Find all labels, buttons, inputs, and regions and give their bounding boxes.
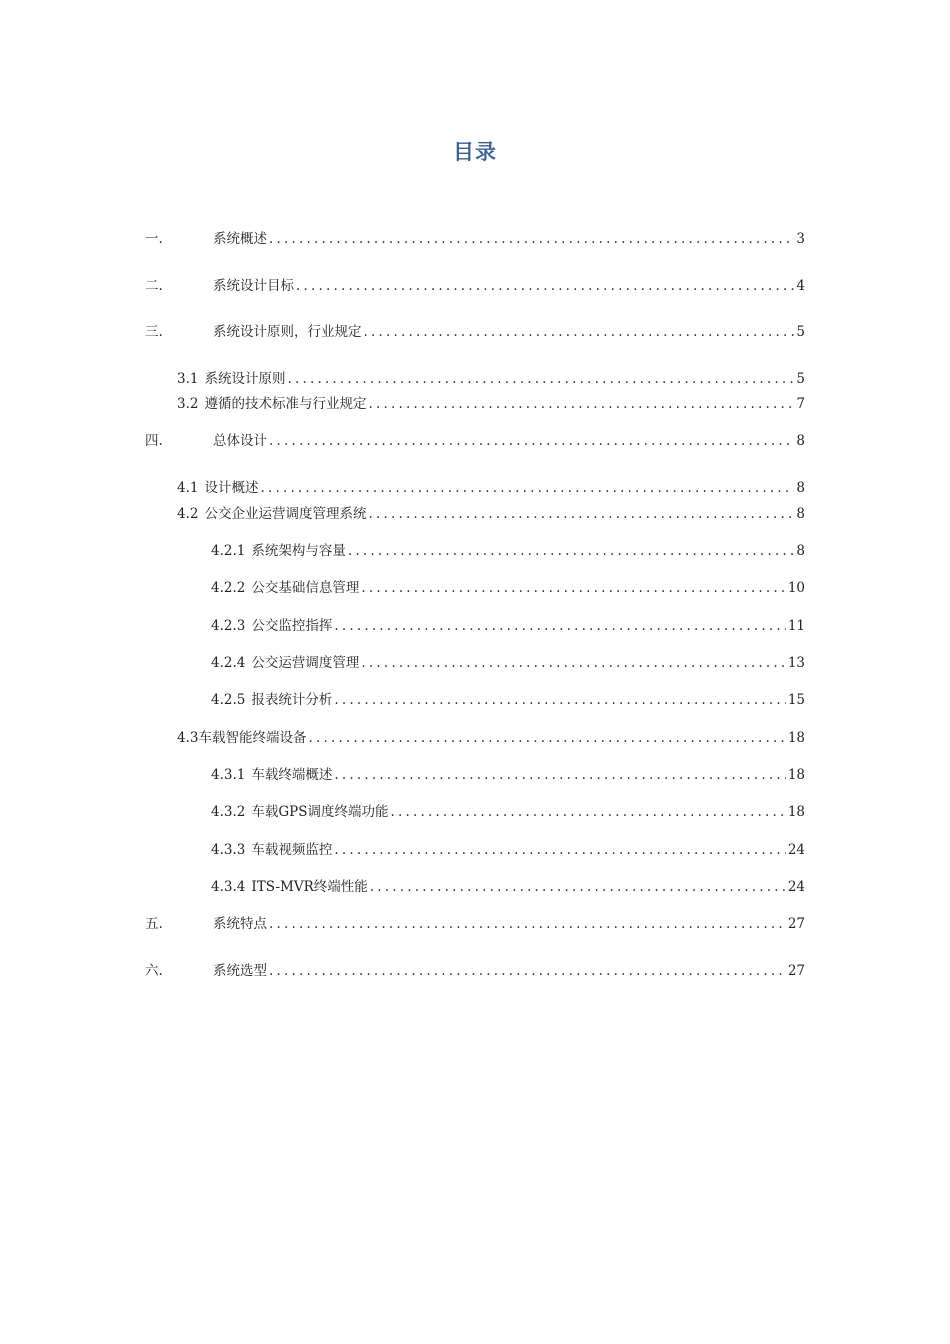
toc-entry-number: 三.	[145, 324, 163, 340]
toc-entry-text: 公交运营调度管理	[251, 655, 360, 671]
toc-entry-number: 4.2.4	[211, 655, 246, 671]
toc-entry-page: 24	[787, 879, 805, 895]
toc-entry[interactable]	[211, 690, 805, 710]
toc-entry-number: 二.	[145, 278, 163, 294]
toc-entry-text: 遵循的技术标准与行业规定	[204, 396, 367, 412]
toc-entry[interactable]	[177, 728, 805, 748]
toc-dot-leader	[334, 616, 785, 636]
toc-dot-leader	[370, 877, 786, 897]
toc-dot-leader	[368, 504, 794, 524]
toc-entry-text: 公交基础信息管理	[251, 580, 360, 596]
toc-entry-page: 3	[796, 231, 805, 247]
toc-entry-page: 8	[796, 480, 805, 496]
toc-entry-text: 系统概述	[213, 231, 267, 247]
toc-entry[interactable]	[145, 431, 805, 451]
toc-entry-number: 4.3.2	[211, 804, 246, 820]
toc-entry-page: 13	[787, 655, 805, 671]
toc-entry-text: 设计概述	[204, 480, 259, 496]
toc-title: 目录	[453, 140, 497, 164]
toc-entry[interactable]	[177, 394, 805, 414]
toc-entry[interactable]	[211, 541, 805, 561]
toc-dot-leader	[390, 802, 785, 822]
toc-entry[interactable]	[145, 276, 805, 296]
toc-entry-page: 10	[787, 580, 805, 596]
toc-entry-page: 18	[787, 767, 805, 783]
toc-entry-page: 18	[787, 804, 805, 820]
toc-entry-text: 系统架构与容量	[251, 543, 346, 559]
toc-dot-leader	[269, 431, 794, 451]
toc-dot-leader	[334, 840, 785, 860]
toc-entry-text: ITS-MVR终端性能	[251, 879, 368, 895]
toc-entry-number: 4.2	[177, 506, 199, 522]
toc-entry-text: 系统设计原则	[204, 371, 286, 387]
toc-dot-leader	[348, 541, 795, 561]
toc-entry-page: 5	[796, 324, 805, 340]
toc-entry-number: 3.1	[177, 371, 199, 387]
toc-dot-leader	[364, 322, 795, 342]
toc-entry-text: 车载终端概述	[251, 767, 333, 783]
toc-entry-page: 5	[796, 371, 805, 387]
toc-entry-page: 15	[787, 692, 805, 708]
toc-entry-text: 公交企业运营调度管理系统	[204, 506, 367, 522]
toc-dot-leader	[296, 276, 794, 296]
toc-entry[interactable]	[177, 478, 805, 498]
toc-entry[interactable]	[211, 877, 805, 897]
toc-entry[interactable]	[145, 229, 805, 249]
toc-entry-number: 4.3.1	[211, 767, 246, 783]
toc-dot-leader	[334, 765, 785, 785]
toc-entry[interactable]	[211, 802, 805, 822]
toc-entry-page: 8	[796, 433, 805, 449]
toc-entry-text: 公交监控指挥	[251, 618, 333, 634]
toc-entry[interactable]	[211, 840, 805, 860]
toc-entry-number: 一.	[145, 231, 163, 247]
toc-entry-number: 4.3.3	[211, 842, 246, 858]
toc-entry-number: 4.2.1	[211, 543, 246, 559]
toc-entry-number: 六.	[145, 963, 163, 979]
toc-entry-text: 系统设计目标	[213, 278, 294, 294]
toc-dot-leader	[368, 394, 794, 414]
toc-entry-number: 3.2	[177, 396, 199, 412]
toc-dot-leader	[269, 229, 794, 249]
toc-entry-page: 8	[796, 543, 805, 559]
toc-entry-page: 7	[796, 396, 805, 412]
toc-entry-text: 系统特点	[213, 916, 267, 932]
toc-entry[interactable]	[145, 322, 805, 342]
toc-dot-leader	[308, 728, 785, 748]
toc-entry-page: 27	[787, 963, 805, 979]
toc-entry-page: 18	[787, 730, 805, 746]
toc-entry-number: 4.3.4	[211, 879, 246, 895]
toc-dot-leader	[361, 653, 785, 673]
toc-entry-number: 五.	[145, 916, 163, 932]
toc-entry-page: 8	[796, 506, 805, 522]
toc-entry-number: 4.1	[177, 480, 199, 496]
toc-entry[interactable]	[145, 914, 805, 934]
toc-entry-text: 总体设计	[213, 433, 267, 449]
toc-entry-text: 系统选型	[213, 963, 267, 979]
toc-dot-leader	[287, 369, 794, 389]
toc-entry-number: 四.	[145, 433, 163, 449]
toc-entry[interactable]	[211, 653, 805, 673]
toc-entry-page: 11	[787, 618, 805, 634]
toc-entry-text: 报表统计分析	[251, 692, 333, 708]
toc-entry-text: 车载GPS调度终端功能	[251, 804, 389, 820]
toc-dot-leader	[361, 578, 785, 598]
toc-entry-number: 4.3	[177, 730, 199, 746]
toc-entry[interactable]	[211, 765, 805, 785]
toc-entry[interactable]	[145, 961, 805, 981]
toc-entry-number: 4.2.3	[211, 618, 246, 634]
toc-entry[interactable]	[177, 369, 805, 389]
toc-entry-page: 24	[787, 842, 805, 858]
toc-dot-leader	[260, 478, 794, 498]
toc-entry-page: 27	[787, 916, 805, 932]
toc-entry-page: 4	[796, 278, 805, 294]
toc-entry-text: 系统设计原则，行业规定	[213, 324, 362, 340]
toc-entry-text: 车载智能终端设备	[198, 730, 307, 746]
toc-dot-leader	[269, 961, 786, 981]
toc-entry-number: 4.2.2	[211, 580, 246, 596]
toc-entry[interactable]	[211, 616, 805, 636]
toc-entry[interactable]	[211, 578, 805, 598]
toc-dot-leader	[269, 914, 786, 934]
toc-entry-number: 4.2.5	[211, 692, 246, 708]
toc-entry-text: 车载视频监控	[251, 842, 333, 858]
toc-dot-leader	[334, 690, 785, 710]
toc-entry[interactable]	[177, 504, 805, 524]
